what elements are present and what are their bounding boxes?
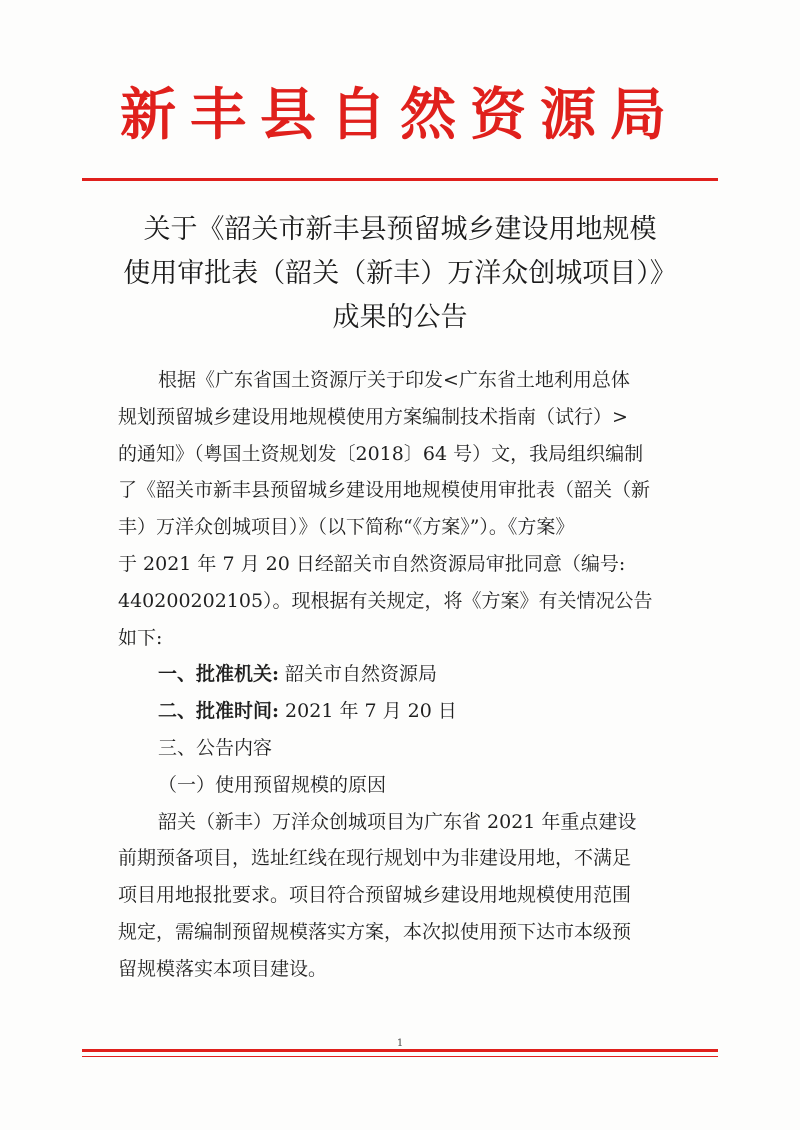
subsection-reason: （一）使用预留规模的原因 [158,773,387,796]
item-key: 一、批准机关: [158,663,280,686]
item-approval-date [118,693,718,730]
page-number: 1 [396,1038,404,1049]
footer-red-rule-thick [82,1049,718,1052]
item-value: 韶关市自然资源局 [279,663,438,686]
item-value: 2021 年 7 月 20 日 [279,700,457,723]
body-line: 440200202105）。现根据有关规定，将《方案》有关情况公告 [118,589,653,612]
body-line: 规划预留城乡建设用地规模使用方案编制技术指南（试行）> [118,405,628,428]
notice-body [118,362,718,988]
body-line: 留规模落实本项目建设。 [118,957,328,980]
body-line: 项目用地报批要求。项目符合预留城乡建设用地规模使用范围 [118,884,632,907]
body-line: 丰）万洋众创城项目）》（以下简称“《方案》”）。《方案》 [118,516,575,539]
body-line: 根据《广东省国土资源厅关于印发<广东省土地利用总体 [158,369,630,391]
item-approving-authority [118,656,718,693]
title-line: 使用审批表（韶关（新丰）万洋众创城项目）》 [123,258,677,289]
body-line: 了《韶关市新丰县预留城乡建设用地规模使用审批表（韶关（新 [118,479,651,502]
body-line: 规定，需编制预留规模落实方案，本次拟使用预下达市本级预 [118,920,632,943]
notice-title [80,208,720,340]
title-line: 关于《韶关市新丰县预留城乡建设用地规模 [143,214,657,245]
title-line: 成果的公告 [332,302,468,333]
body-line: 于 2021 年 7 月 20 日经韶关市自然资源局审批同意（编号: [118,552,626,575]
body-line: 前期预备项目，选址红线在现行规划中为非建设用地，不满足 [118,847,632,870]
masthead-org-name: 新丰县自然资源局 [120,82,680,148]
body-line: 韶关（新丰）万洋众创城项目为广东省 2021 年重点建设 [158,810,637,833]
footer-red-rule-thin [82,1056,718,1057]
item-key: 三、公告内容 [158,736,273,759]
body-line: 的通知》（粤国土资规划发〔2018〕64 号）文，我局组织编制 [118,442,644,465]
body-line: 如下: [118,626,163,649]
item-notice-content [118,730,718,767]
item-key: 二、批准时间: [158,700,280,723]
masthead-red-rule [82,178,718,181]
